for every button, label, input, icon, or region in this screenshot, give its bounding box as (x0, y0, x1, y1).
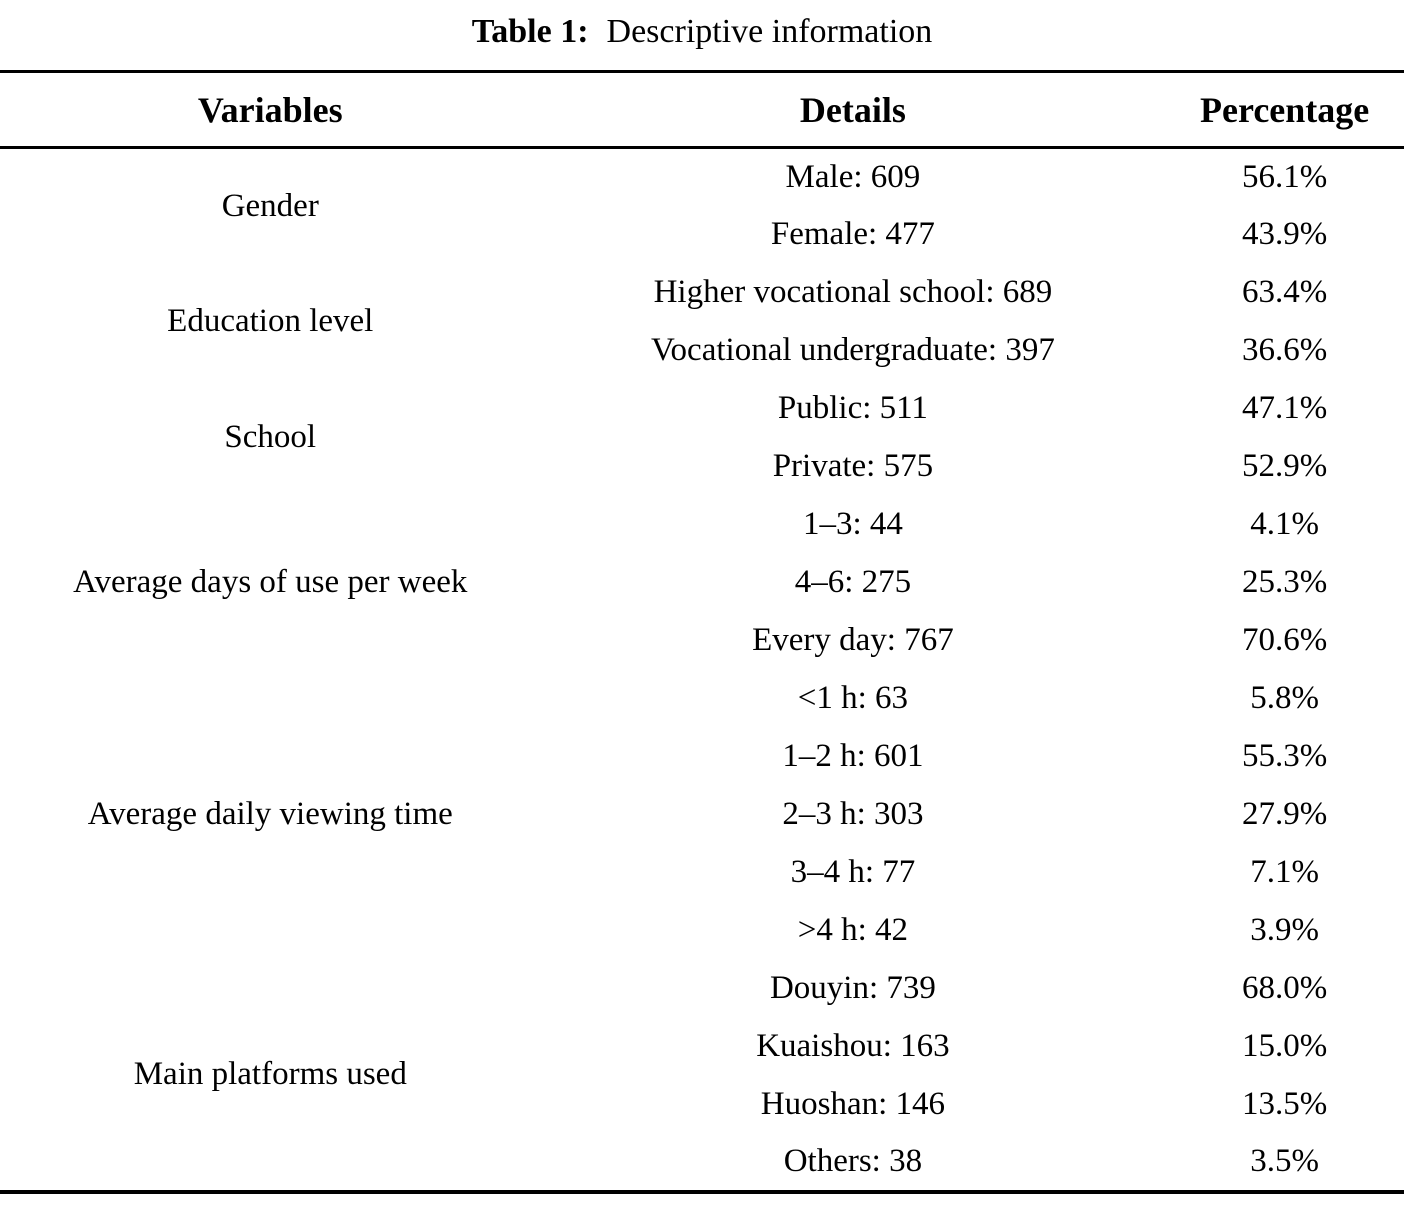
percentage-cell: 25.3% (1242, 564, 1328, 600)
detail-cell: 1–2 h: 601 (782, 738, 924, 774)
variable-cell: Education level (167, 303, 374, 339)
table-header (0, 72, 1404, 148)
column-header-percentage: Percentage (1165, 72, 1404, 148)
column-header-variables: Variables (0, 72, 541, 148)
table-caption-label: Table 1: (471, 13, 589, 50)
detail-cell: <1 h: 63 (797, 680, 909, 716)
percentage-cell: 63.4% (1242, 274, 1328, 310)
detail-cell: Others: 38 (783, 1143, 923, 1179)
percentage-cell: 27.9% (1242, 796, 1328, 832)
detail-cell: Huoshan: 146 (760, 1086, 946, 1122)
percentage-cell: 68.0% (1242, 970, 1328, 1006)
percentage-cell: 36.6% (1242, 332, 1328, 368)
percentage-cell: 47.1% (1242, 390, 1328, 426)
descriptive-table (0, 70, 1404, 1194)
detail-cell: Male: 609 (785, 158, 921, 195)
table-row (0, 148, 1404, 206)
variable-cell: Average days of use per week (73, 564, 468, 600)
variable-cell: Gender (221, 187, 319, 224)
detail-cell: >4 h: 42 (797, 912, 909, 948)
detail-cell: 2–3 h: 303 (782, 796, 924, 832)
detail-cell: Kuaishou: 163 (756, 1028, 950, 1064)
detail-cell: Public: 511 (777, 390, 928, 426)
table-body (0, 148, 1404, 1192)
percentage-cell: 7.1% (1250, 854, 1320, 890)
detail-cell: Every day: 767 (752, 622, 954, 658)
detail-cell: 4–6: 275 (794, 564, 912, 600)
percentage-cell: 15.0% (1242, 1028, 1328, 1064)
variable-cell: Average daily viewing time (87, 796, 453, 832)
table-row (0, 670, 1404, 728)
column-header-details: Details (541, 72, 1166, 148)
variable-cell: School (224, 419, 317, 455)
percentage-cell: 13.5% (1242, 1086, 1328, 1122)
percentage-cell: 3.5% (1250, 1143, 1320, 1179)
percentage-cell: 70.6% (1242, 622, 1328, 658)
table-row (0, 960, 1404, 1018)
detail-cell: Female: 477 (770, 216, 935, 252)
percentage-cell: 3.9% (1250, 912, 1320, 948)
table-row (0, 264, 1404, 322)
detail-cell: Douyin: 739 (769, 970, 936, 1006)
detail-cell: Private: 575 (772, 448, 934, 484)
percentage-cell: 52.9% (1242, 448, 1328, 484)
table-row (0, 496, 1404, 554)
variable-cell: Main platforms used (133, 1056, 407, 1092)
percentage-cell: 55.3% (1242, 738, 1328, 774)
percentage-cell: 43.9% (1242, 216, 1328, 252)
percentage-cell: 4.1% (1250, 506, 1320, 542)
table-caption (0, 0, 1404, 70)
header-row (0, 72, 1404, 148)
percentage-cell: 5.8% (1250, 680, 1320, 716)
detail-cell: 3–4 h: 77 (790, 854, 916, 890)
table-caption-text: Descriptive information (606, 13, 933, 50)
percentage-cell: 56.1% (1242, 158, 1328, 195)
detail-cell: Vocational undergraduate: 397 (650, 332, 1055, 368)
detail-cell: 1–3: 44 (802, 506, 903, 542)
table-row (0, 380, 1404, 438)
detail-cell: Higher vocational school: 689 (653, 274, 1053, 310)
